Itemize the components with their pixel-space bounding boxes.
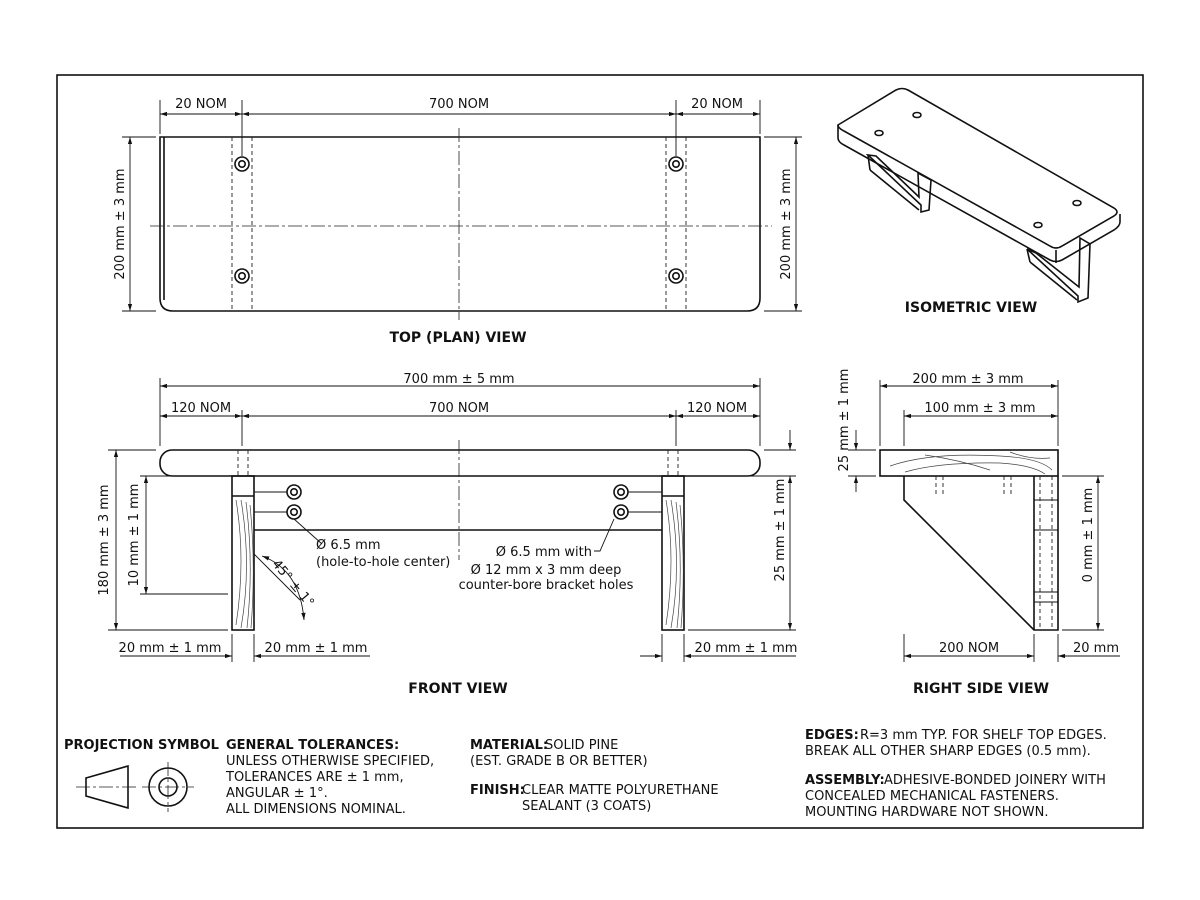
hole-callout-2-line2: Ø 12 mm x 3 mm deep — [470, 563, 622, 578]
material-note — [470, 738, 719, 814]
isometric-view — [838, 89, 1120, 317]
material-value: SOLID PINE — [545, 738, 619, 753]
isometric-view-title: ISOMETRIC VIEW — [904, 300, 1038, 316]
front-dim-bottom-left: 20 mm ± 1 mm — [118, 641, 222, 656]
front-dim-angle: 45° ± 1° — [268, 557, 317, 611]
finish-title: FINISH: — [470, 783, 525, 798]
edges-assembly-note — [805, 728, 1107, 820]
top-view-title: TOP (PLAN) VIEW — [389, 330, 527, 346]
front-view-title: FRONT VIEW — [408, 681, 508, 697]
tolerances-note — [225, 738, 434, 817]
hole-callout-1-line1: Ø 6.5 mm — [316, 538, 381, 553]
assembly-line-3: MOUNTING HARDWARE NOT SHOWN. — [805, 805, 1049, 820]
hole-callout-2-line1: Ø 6.5 mm with — [495, 545, 592, 560]
right-side-view-title: RIGHT SIDE VIEW — [912, 681, 1050, 697]
top-dim-right: 20 NOM — [691, 97, 743, 112]
edges-title: EDGES: — [805, 728, 859, 743]
top-view — [113, 97, 802, 346]
tolerances-line-2: TOLERANCES ARE ± 1 mm, — [226, 770, 404, 785]
side-dim-bottom: 200 NOM — [938, 641, 1000, 656]
front-dim-bottom-mid: 20 mm ± 1 mm — [264, 641, 368, 656]
projection-symbol — [64, 738, 219, 812]
top-dim-left: 20 NOM — [175, 97, 227, 112]
front-dim-bottom-right: 20 mm ± 1 mm — [694, 641, 798, 656]
front-dim-overall: 700 mm ± 5 mm — [403, 372, 515, 387]
hole-callout-2-line3: counter-bore bracket holes — [458, 578, 634, 593]
material-line-2: (EST. GRADE B OR BETTER) — [470, 754, 648, 769]
tolerances-line-1: UNLESS OTHERWISE SPECIFIED, — [226, 754, 435, 769]
assembly-title: ASSEMBLY: — [805, 773, 885, 788]
front-dim-height-holes: 10 mm ± 1 mm — [127, 483, 142, 587]
front-dim-height-total: 180 mm ± 3 mm — [97, 484, 112, 596]
drawing-border — [57, 75, 1143, 828]
edges-value: R=3 mm TYP. FOR SHELF TOP EDGES. — [860, 728, 1107, 743]
tolerances-title: GENERAL TOLERANCES: — [226, 738, 400, 753]
assembly-line-2: CONCEALED MECHANICAL FASTENERS. — [805, 789, 1059, 804]
top-dim-middle: 700 NOM — [428, 97, 490, 112]
material-title: MATERIAL: — [470, 738, 549, 753]
side-dim-inner: 100 mm ± 3 mm — [924, 401, 1036, 416]
top-dim-height-right: 200 mm ± 3 mm — [779, 168, 794, 280]
edges-line-2: BREAK ALL OTHER SHARP EDGES (0.5 mm). — [805, 744, 1091, 759]
front-dim-middle: 700 NOM — [428, 401, 490, 416]
assembly-value: ADHESIVE-BONDED JOINERY WITH — [884, 773, 1106, 788]
front-view — [97, 372, 797, 697]
side-dim-height: 0 mm ± 1 mm — [1081, 487, 1096, 583]
front-dim-right: 120 NOM — [686, 401, 748, 416]
finish-value: CLEAR MATTE POLYURETHANE — [522, 783, 719, 798]
tolerances-line-3: ANGULAR ± 1°. — [226, 786, 328, 801]
front-dim-left: 120 NOM — [170, 401, 232, 416]
side-dim-top: 200 mm ± 3 mm — [912, 372, 1024, 387]
front-dim-height-right: 25 mm ± 1 mm — [773, 478, 788, 582]
side-dim-thickness: 25 mm ± 1 mm — [837, 368, 852, 472]
bracket-hole-icon — [287, 485, 628, 519]
tolerances-line-4: ALL DIMENSIONS NOMINAL. — [226, 802, 406, 817]
hole-callout-1-line2: (hole-to-hole center) — [316, 555, 451, 570]
top-dim-height-left: 200 mm ± 3 mm — [113, 168, 128, 280]
projection-title: PROJECTION SYMBOL — [64, 738, 219, 753]
right-side-view — [837, 369, 1120, 697]
side-dim-bottom-right: 20 mm — [1072, 641, 1120, 656]
finish-line-2: SEALANT (3 COATS) — [522, 799, 652, 814]
